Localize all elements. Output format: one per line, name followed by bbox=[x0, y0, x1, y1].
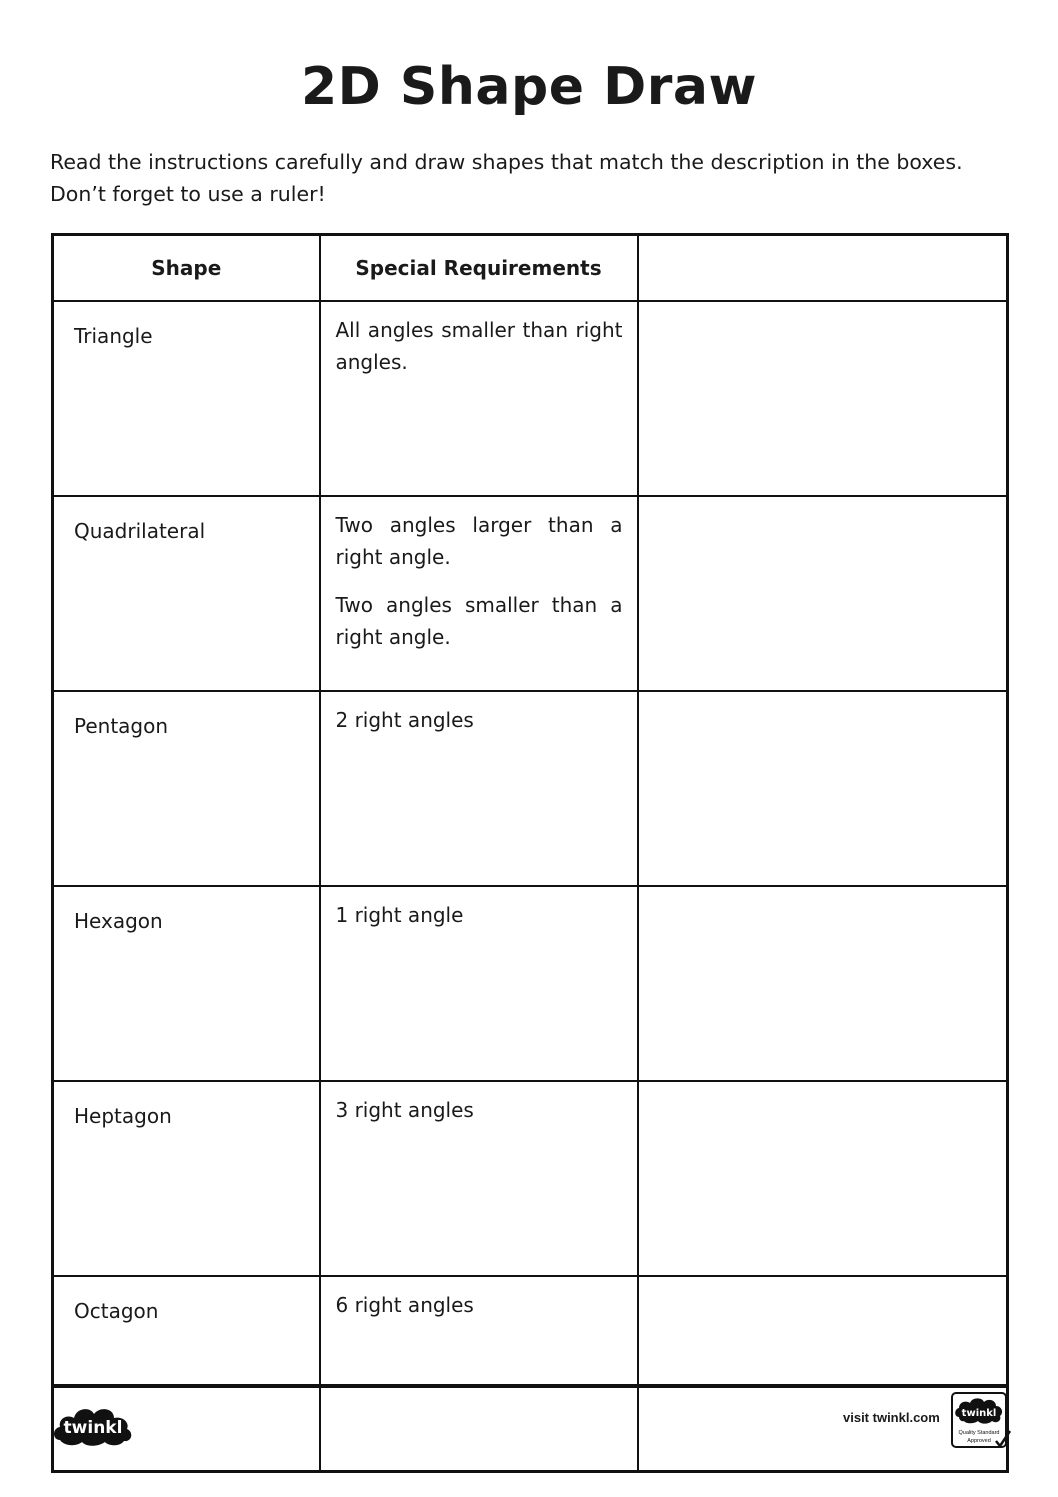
header-shape: Shape bbox=[53, 235, 320, 302]
requirement-text: 1 right angle bbox=[335, 903, 464, 927]
requirement-text: 2 right angles bbox=[335, 708, 474, 732]
table-row bbox=[53, 496, 1008, 691]
drawing-box[interactable] bbox=[638, 1081, 1008, 1276]
requirements-cell bbox=[320, 1081, 638, 1276]
requirement-text: 3 right angles bbox=[335, 1098, 474, 1122]
table-row bbox=[53, 886, 1008, 1081]
shape-name: Pentagon bbox=[53, 691, 320, 886]
shape-name: Octagon bbox=[53, 1276, 320, 1472]
drawing-box[interactable] bbox=[638, 691, 1008, 886]
shape-name: Hexagon bbox=[53, 886, 320, 1081]
badge-approved-text: Approved bbox=[967, 1438, 991, 1444]
twinkl-cloud-logo[interactable] bbox=[50, 1398, 136, 1448]
badge-quality-text: Quality Standard bbox=[958, 1430, 1000, 1436]
shape-name: Quadrilateral bbox=[53, 496, 320, 691]
table-header-row bbox=[53, 235, 1008, 302]
requirement-text: Two angles larger than a right angle. bbox=[335, 513, 623, 569]
quality-standard-badge bbox=[950, 1391, 1012, 1451]
shape-name: Triangle bbox=[53, 301, 320, 496]
header-drawing bbox=[638, 235, 1008, 302]
logo-text: twinkl bbox=[63, 1418, 123, 1438]
drawing-box[interactable] bbox=[638, 886, 1008, 1081]
page-title: 2D Shape Draw bbox=[300, 57, 758, 117]
requirement-text: 6 right angles bbox=[335, 1293, 474, 1317]
header-special-requirements: Special Requirements bbox=[320, 235, 638, 302]
requirements-cell bbox=[320, 691, 638, 886]
requirement-text: Two angles smaller than a right angle. bbox=[335, 593, 623, 649]
requirements-cell bbox=[320, 1276, 638, 1472]
shape-table bbox=[51, 233, 1009, 1473]
instructions-text: Read the instructions carefully and draw shapes that match the description in the boxes. Don’t forget to use a ruler! bbox=[50, 150, 963, 206]
requirements-cell bbox=[320, 886, 638, 1081]
visit-link[interactable]: visit twinkl.com bbox=[843, 1410, 940, 1425]
badge-brand-text: twinkl bbox=[961, 1408, 997, 1419]
table-row bbox=[53, 1276, 1008, 1472]
table-row bbox=[53, 1081, 1008, 1276]
table-row bbox=[53, 301, 1008, 496]
table-row bbox=[53, 691, 1008, 886]
shape-name: Heptagon bbox=[53, 1081, 320, 1276]
requirements-cell bbox=[320, 301, 638, 496]
drawing-box[interactable] bbox=[638, 301, 1008, 496]
requirement-text: All angles smaller than right angles. bbox=[335, 318, 623, 374]
footer-divider bbox=[51, 1384, 1007, 1388]
drawing-box[interactable] bbox=[638, 496, 1008, 691]
requirements-cell bbox=[320, 496, 638, 691]
